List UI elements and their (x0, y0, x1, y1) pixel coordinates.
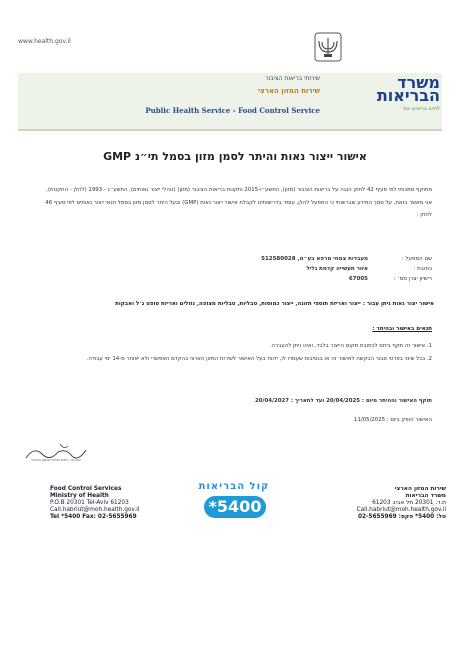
field-label: רישיון יצרן מס׳ : (393, 276, 432, 282)
website-url[interactable]: www.health.gov.il (18, 38, 71, 45)
footer-line: שירות המזון הארצי (394, 486, 446, 492)
document-title: אישור ייצור נאות והיתר לסמן מזון בסמל תי״נ GMP (103, 150, 367, 163)
field-value: 67005 (348, 276, 368, 282)
footer-line: Tel *5400 Fax: 02-5655969 (50, 514, 137, 520)
ministry-tagline: לחיים בריאים יותר (401, 106, 440, 112)
footer-line: P.O.B 20301 Tel-Aviv 61203 (50, 500, 129, 506)
condition-item: 2. בכל שינוי בפרטי סבור הבקשה לאישור זה או בנסיבות שעמדו לו, ידווח בעל האישור לשירות המזון הארצי בהקדם האפשרי ולא יאוחר מ-14 ימי עבודה. (86, 356, 432, 362)
ministry-logo: משרד הבריאות (376, 73, 440, 105)
footer-contact-hebrew (320, 486, 446, 521)
field-label: שם המפעל : (401, 256, 432, 262)
footer-email[interactable]: Call.habriut@moh.health.gov.il (356, 507, 446, 513)
validity-dates: תוקף האישור וההיתר מיום : 20/04/2025 ועד לתאריך : 20/04/2027 (255, 398, 432, 404)
signature-caption: בברכה, ראש שירות המזון הארצי (31, 458, 81, 462)
intro-paragraph: מתוקף סמכותי לפי סעיף 42 לחוק הגנה על בריאות הציבור (מזון), התשע״ו-2015 ותקנות בריאות הציבור (מזון) (נוהלי ייצור נאותים), התשע״ג - 1993 (להלן - התקנות), אני מאשר בזאת, על סמך המידע שברשותי כי המפעל להלן, עומד בדרישותינו לקבלת אישור ייצור נאות (GMP) ובעל היתר לסמן מזון בסמל תנאי ייצור נאותים לפי סעיף 46 לחוק : (45, 187, 432, 218)
footer-line: ת.ד. 20301 תל אביב 61203 (372, 500, 446, 506)
conditions-heading: תנאים באישור ובהיתר : (372, 326, 432, 332)
condition-item: 1. אישור זה תקף ביחס לכתובת מקום הייצור בלבד, ואינו ניתן להעברה. (269, 343, 432, 349)
approved-products: אישור יצור נאות ניתן עבור : ייצור ואריזת תוספי תזונה, ייצור כמוסות, טבליות, טבליות מצופה, נוזלים ואריזת סופט ג׳ל ואבקות (115, 301, 434, 307)
hotline-number[interactable]: *5400 (204, 496, 266, 518)
footer-line: משרד הבריאות (405, 493, 446, 499)
header-divider (18, 129, 442, 131)
field-value: אזור תעשייה קדמת גליל (306, 266, 368, 272)
dept-name: שירותי בריאות הציבור (265, 75, 320, 82)
service-name-english: Public Health Service - Food Control Service (145, 106, 320, 115)
hotline-label: קול הבריאות (198, 481, 270, 492)
menorah-emblem-icon (314, 32, 342, 62)
footer-contact-english (50, 486, 180, 521)
footer-line: טל: 5400* פקס: 02-5655969 (357, 514, 446, 520)
field-label: כתובת : (413, 266, 432, 272)
service-name: שירות המזון הארצי (258, 87, 320, 95)
footer-line: Food Control Services (50, 486, 122, 492)
field-value: מעבדות צמחי מרפא בע״מ, 512580028 (261, 256, 368, 262)
issue-date: האישור הופק ביום : 11/05/2025 (354, 417, 432, 423)
footer-email[interactable]: Call.habriut@moh.health.gov.il (50, 507, 140, 513)
footer-line: Ministry of Health (50, 493, 109, 499)
